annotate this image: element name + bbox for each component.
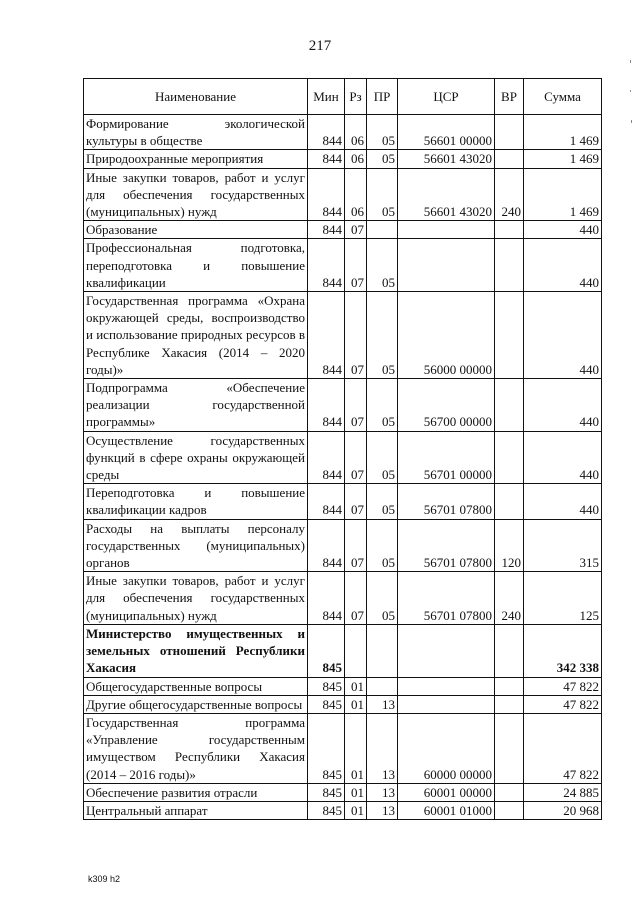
cell-csr: 56000 00000 [398, 292, 495, 379]
cell-csr [398, 695, 495, 713]
header-csr: ЦСР [398, 79, 495, 115]
cell-rz: 06 [345, 150, 367, 168]
cell-rz: 07 [345, 239, 367, 292]
cell-sum: 47 822 [524, 713, 602, 783]
cell-rz: 01 [345, 677, 367, 695]
cell-csr: 60001 01000 [398, 801, 495, 819]
cell-min: 845 [308, 677, 345, 695]
cell-min: 844 [308, 239, 345, 292]
header-min: Мин [308, 79, 345, 115]
cell-pr: 13 [367, 695, 398, 713]
cell-name: Природоохранные мероприятия [84, 150, 308, 168]
cell-pr [367, 624, 398, 677]
cell-rz: 07 [345, 572, 367, 625]
scan-margin-marks [628, 60, 634, 150]
table-row [84, 239, 602, 292]
cell-min: 845 [308, 783, 345, 801]
cell-name: Министерство имущественных и земельных отношений Республики Хакасия [84, 624, 308, 677]
table-row [84, 695, 602, 713]
cell-csr: 56701 07800 [398, 572, 495, 625]
cell-vr [495, 431, 524, 484]
table-row [84, 292, 602, 379]
cell-min: 845 [308, 624, 345, 677]
cell-csr [398, 677, 495, 695]
cell-vr [495, 695, 524, 713]
cell-vr [495, 801, 524, 819]
cell-rz: 07 [345, 431, 367, 484]
cell-min: 844 [308, 115, 345, 150]
cell-min: 844 [308, 221, 345, 239]
table-row [84, 519, 602, 572]
table-row [84, 431, 602, 484]
header-sum: Сумма [524, 79, 602, 115]
table-header-row [84, 79, 602, 115]
cell-name: Переподготовка и повышение квалификации кадров [84, 484, 308, 519]
cell-min: 844 [308, 484, 345, 519]
table-row [84, 801, 602, 819]
cell-rz: 01 [345, 801, 367, 819]
table-row [84, 168, 602, 221]
table-row [84, 115, 602, 150]
cell-pr: 13 [367, 801, 398, 819]
table-row [84, 484, 602, 519]
cell-sum: 125 [524, 572, 602, 625]
cell-name: Профессиональная подготовка, переподготовка и повышение квалификации [84, 239, 308, 292]
cell-name: Иные закупки товаров, работ и услуг для обеспечения государственных (муниципальных) нужд [84, 168, 308, 221]
table-row [84, 677, 602, 695]
cell-vr [495, 221, 524, 239]
cell-vr [495, 239, 524, 292]
cell-name: Другие общегосударственные вопросы [84, 695, 308, 713]
cell-min: 844 [308, 431, 345, 484]
cell-vr: 240 [495, 572, 524, 625]
cell-min: 844 [308, 150, 345, 168]
budget-table [83, 78, 602, 820]
cell-vr [495, 624, 524, 677]
cell-vr [495, 783, 524, 801]
cell-rz [345, 624, 367, 677]
cell-min: 844 [308, 292, 345, 379]
cell-min: 844 [308, 519, 345, 572]
cell-csr: 60001 00000 [398, 783, 495, 801]
cell-sum: 1 469 [524, 115, 602, 150]
cell-name: Центральный аппарат [84, 801, 308, 819]
cell-name: Формирование экологической культуры в обществе [84, 115, 308, 150]
cell-pr: 05 [367, 572, 398, 625]
table-row [84, 783, 602, 801]
cell-sum: 47 822 [524, 695, 602, 713]
cell-name: Образование [84, 221, 308, 239]
table-row [84, 150, 602, 168]
cell-rz: 06 [345, 115, 367, 150]
cell-vr [495, 115, 524, 150]
cell-vr [495, 484, 524, 519]
cell-pr: 05 [367, 115, 398, 150]
header-rz: Рз [345, 79, 367, 115]
cell-pr: 05 [367, 431, 398, 484]
cell-rz: 07 [345, 379, 367, 432]
cell-pr: 05 [367, 519, 398, 572]
cell-sum: 1 469 [524, 168, 602, 221]
cell-rz: 07 [345, 292, 367, 379]
cell-min: 845 [308, 801, 345, 819]
cell-sum: 440 [524, 379, 602, 432]
cell-min: 844 [308, 379, 345, 432]
cell-min: 844 [308, 572, 345, 625]
cell-sum: 20 968 [524, 801, 602, 819]
cell-pr: 05 [367, 239, 398, 292]
header-vr: ВР [495, 79, 524, 115]
cell-csr [398, 624, 495, 677]
cell-min: 844 [308, 168, 345, 221]
header-pr: ПР [367, 79, 398, 115]
cell-min: 845 [308, 713, 345, 783]
cell-vr: 240 [495, 168, 524, 221]
cell-sum: 47 822 [524, 677, 602, 695]
cell-name: Обеспечение развития отрасли [84, 783, 308, 801]
cell-csr: 56700 00000 [398, 379, 495, 432]
cell-csr [398, 239, 495, 292]
cell-sum: 440 [524, 484, 602, 519]
cell-sum: 315 [524, 519, 602, 572]
table-row [84, 713, 602, 783]
cell-pr: 05 [367, 484, 398, 519]
cell-pr [367, 677, 398, 695]
cell-sum: 1 469 [524, 150, 602, 168]
cell-csr: 56601 00000 [398, 115, 495, 150]
cell-sum: 440 [524, 239, 602, 292]
cell-name: Общегосударственные вопросы [84, 677, 308, 695]
cell-pr [367, 221, 398, 239]
cell-csr [398, 221, 495, 239]
table-body [84, 115, 602, 820]
cell-csr: 60000 00000 [398, 713, 495, 783]
cell-pr: 05 [367, 379, 398, 432]
cell-rz: 07 [345, 484, 367, 519]
cell-csr: 56701 07800 [398, 519, 495, 572]
cell-name: Подпрограмма «Обеспечение реализации государственной программы» [84, 379, 308, 432]
cell-rz: 07 [345, 221, 367, 239]
cell-sum: 440 [524, 292, 602, 379]
cell-pr: 05 [367, 292, 398, 379]
cell-rz: 06 [345, 168, 367, 221]
cell-rz: 07 [345, 519, 367, 572]
footer-code: k309 h2 [88, 874, 121, 884]
cell-name: Государственная программа «Охрана окружающей среды, воспроизводство и использование природных ресурсов в Республике Хакасия (2014 – 2020 годы)» [84, 292, 308, 379]
cell-name: Расходы на выплаты персоналу государственных (муниципальных) органов [84, 519, 308, 572]
cell-rz: 01 [345, 713, 367, 783]
cell-rz: 01 [345, 695, 367, 713]
table-row [84, 624, 602, 677]
cell-vr: 120 [495, 519, 524, 572]
cell-sum: 440 [524, 221, 602, 239]
cell-pr: 05 [367, 168, 398, 221]
cell-rz: 01 [345, 783, 367, 801]
page-number: 217 [308, 38, 332, 54]
cell-csr: 56701 07800 [398, 484, 495, 519]
table-row [84, 572, 602, 625]
cell-vr [495, 677, 524, 695]
cell-vr [495, 150, 524, 168]
cell-name: Государственная программа «Управление государственным имуществом Республики Хакасия (2014 – 2016 годы)» [84, 713, 308, 783]
header-name: Наименование [84, 79, 308, 115]
cell-vr [495, 713, 524, 783]
cell-csr: 56701 00000 [398, 431, 495, 484]
cell-name: Осуществление государственных функций в сфере охраны окружающей среды [84, 431, 308, 484]
cell-name: Иные закупки товаров, работ и услуг для обеспечения государственных (муниципальных) нужд [84, 572, 308, 625]
cell-csr: 56601 43020 [398, 150, 495, 168]
cell-sum: 342 338 [524, 624, 602, 677]
cell-sum: 440 [524, 431, 602, 484]
cell-csr: 56601 43020 [398, 168, 495, 221]
cell-vr [495, 292, 524, 379]
cell-pr: 05 [367, 150, 398, 168]
cell-pr: 13 [367, 783, 398, 801]
cell-pr: 13 [367, 713, 398, 783]
table-row [84, 221, 602, 239]
cell-vr [495, 379, 524, 432]
cell-sum: 24 885 [524, 783, 602, 801]
cell-min: 845 [308, 695, 345, 713]
table-row [84, 379, 602, 432]
